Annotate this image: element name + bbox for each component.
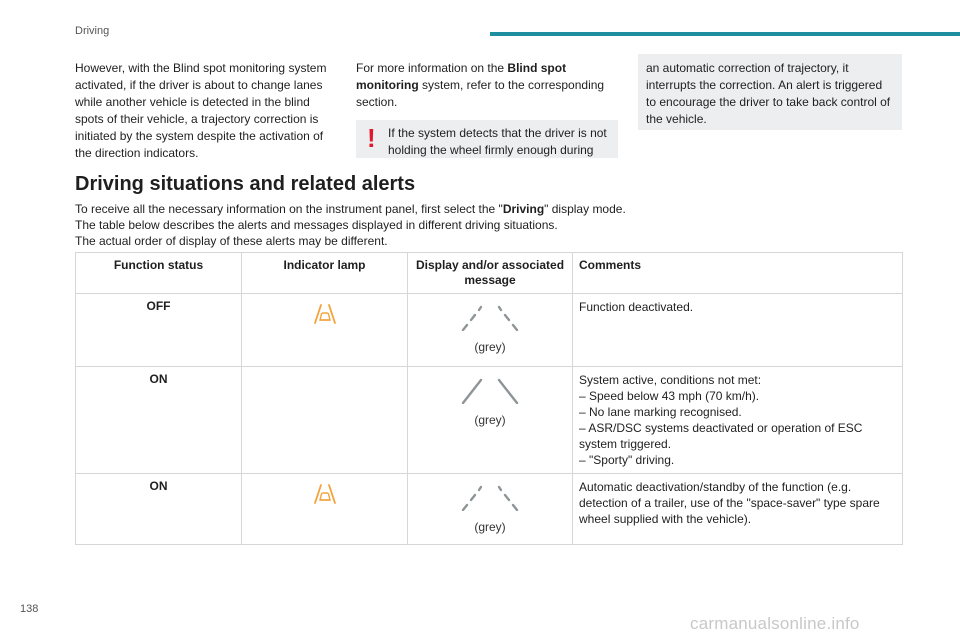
- header-indicator-lamp: Indicator lamp: [242, 253, 408, 294]
- table-row: [76, 474, 903, 545]
- comment-line: – ASR/DSC systems deactivated or operation of ESC system triggered.: [579, 421, 863, 451]
- paragraph-correction: an automatic correction of trajectory, it interrupts the correction. An alert is triggered to encourage the driver to take back control of the vehicle.: [646, 61, 891, 126]
- display-cell: [408, 294, 573, 367]
- driving-mode-bold: Driving: [502, 202, 545, 216]
- header-comments: Comments: [573, 253, 903, 294]
- header-section-title: Driving: [75, 25, 110, 37]
- header-display-message: Display and/or associated message: [408, 253, 573, 294]
- comment-line: System active, conditions not met:: [579, 373, 762, 387]
- section-intro: [75, 201, 905, 249]
- dashed-lane-marking-icon: [459, 305, 521, 331]
- blind-spot-bold: Blind spot monitoring: [356, 61, 567, 92]
- display-color-label: (grey): [474, 413, 506, 427]
- comments-cell: [573, 367, 903, 474]
- function-status-cell: ON: [76, 474, 242, 545]
- table-row: [76, 367, 903, 474]
- intro-line-1: [75, 201, 905, 217]
- watermark: carmanualsonline.info: [690, 614, 860, 633]
- comment-line: Automatic deactivation/standby of the function (e.g. detection of a trailer, use of the "space-saver" type spare wheel supplied with the vehicle).: [579, 480, 880, 526]
- text-column-1: [75, 60, 337, 162]
- alerts-table: [75, 252, 903, 545]
- warning-text: If the system detects that the driver is not holding the wheel firmly enough during: [388, 126, 607, 157]
- display-cell: [408, 367, 573, 474]
- intro-line-2: The table below describes the alerts and messages displayed in different driving situations.: [75, 218, 558, 232]
- intro-line-1-end: " display mode.: [544, 202, 626, 216]
- display-color-label: (grey): [474, 520, 506, 534]
- function-status-cell: OFF: [76, 294, 242, 367]
- comment-line: – "Sporty" driving.: [579, 453, 675, 467]
- header-accent-bar: [490, 32, 960, 36]
- section-title: Driving situations and related alerts: [75, 173, 416, 195]
- header-function-status: Function status: [76, 253, 242, 294]
- paragraph-blind-spot: However, with the Blind spot monitoring system activated, if the driver is about to change lanes while another vehicle is detected in the blind spots of their vehicle, a trajectory correction is initiated by the system despite the activation of the direction indicators.: [75, 61, 327, 160]
- text-column-2: [356, 60, 618, 158]
- intro-line-3: The actual order of display of these alerts may be different.: [75, 234, 388, 248]
- more-info-text-start: For more information on the: [356, 61, 508, 75]
- table-header-row: [76, 253, 903, 294]
- lane-assist-lamp-icon: [313, 483, 337, 505]
- display-color-label: (grey): [474, 340, 506, 354]
- warning-exclamation-icon: !: [367, 123, 376, 153]
- comment-line: Function deactivated.: [579, 300, 694, 314]
- dashed-lane-marking-icon: [459, 485, 521, 511]
- table-row: [76, 294, 903, 367]
- comments-cell: [573, 474, 903, 545]
- paragraph-more-info: [356, 60, 618, 111]
- comment-line: – Speed below 43 mph (70 km/h).: [579, 389, 760, 403]
- indicator-lamp-cell: [242, 367, 408, 474]
- comments-cell: [573, 294, 903, 367]
- indicator-lamp-cell: [242, 294, 408, 367]
- comment-line: – No lane marking recognised.: [579, 405, 742, 419]
- more-info-text-end: system, refer to the corresponding section.: [356, 78, 605, 109]
- indicator-lamp-cell: [242, 474, 408, 545]
- intro-line-1-start: To receive all the necessary information on the instrument panel, first select the ": [75, 202, 503, 216]
- page-number: 138: [20, 603, 39, 615]
- text-column-3-box: [638, 54, 902, 130]
- warning-box: [356, 120, 618, 158]
- display-cell: [408, 474, 573, 545]
- solid-lane-marking-icon: [459, 378, 521, 404]
- function-status-cell: ON: [76, 367, 242, 474]
- lane-assist-lamp-icon: [313, 303, 337, 325]
